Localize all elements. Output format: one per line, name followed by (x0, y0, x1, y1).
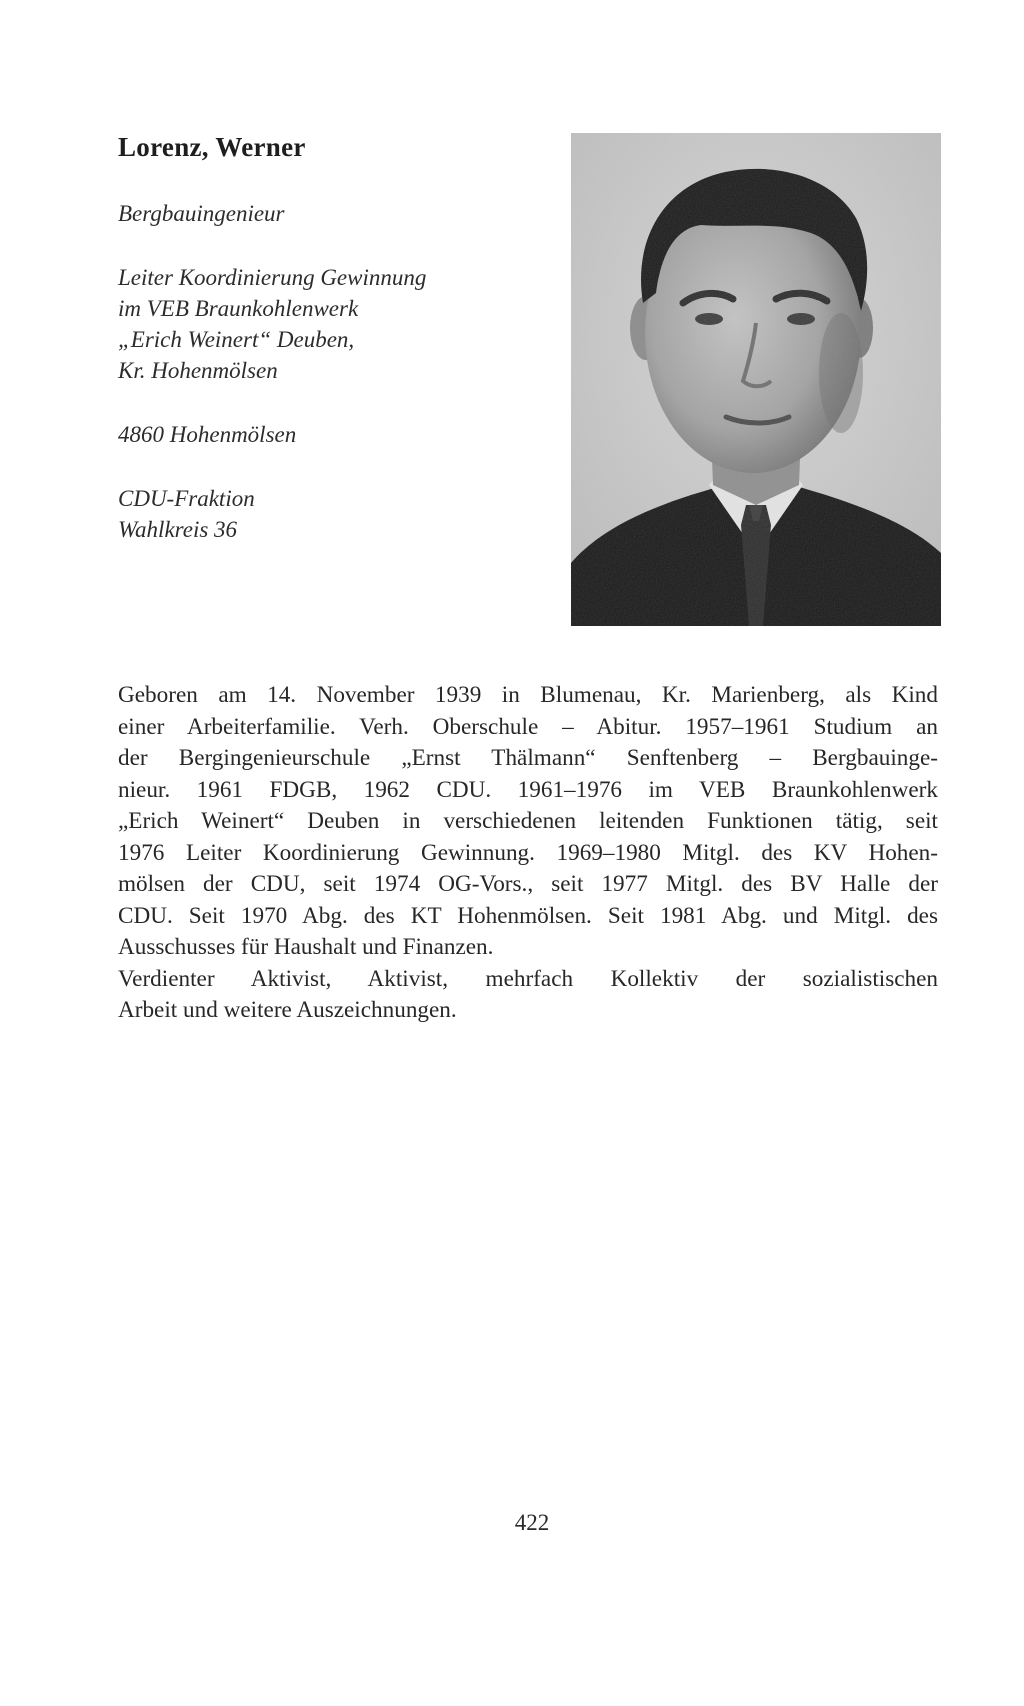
portrait-photo (571, 133, 941, 626)
position-line: Kr. Hohenmölsen (118, 358, 278, 383)
biography-line: mölsen der CDU, seit 1974 OG-Vors., seit 1977 Mitgl. des BV Halle der (118, 871, 938, 897)
position-line: „Erich Weinert“ Deuben, (118, 327, 355, 352)
profession-block (118, 198, 538, 229)
biography-line: Verdienter Aktivist, Aktivist, mehrfach Kollektiv der sozialistischen (118, 965, 938, 992)
address: 4860 Hohenmölsen (118, 422, 297, 447)
biography-line: 1976 Leiter Koordinierung Gewinnung. 1969–1980 Mitgl. des KV Hohen- (118, 839, 938, 866)
page-number: 422 (514, 1510, 550, 1535)
entry-header (118, 198, 538, 578)
faction: CDU-Fraktion (118, 486, 255, 511)
biography-line: Ausschusses für Haushalt und Finanzen. (118, 934, 494, 960)
biography-line: CDU. Seit 1970 Abg. des KT Hohenmölsen. Seit 1981 Abg. und Mitgl. des (118, 902, 938, 929)
profession: Bergbauingenieur (118, 201, 285, 226)
biography-line: „Erich Weinert“ Deuben in verschiedenen leitenden Funktionen tätig, seit (118, 808, 938, 834)
position-line: im VEB Braunkohlenwerk (118, 296, 359, 321)
position-block (118, 262, 538, 386)
biography-line: Geboren am 14. November 1939 in Blumenau, Kr. Marienberg, als Kind (118, 682, 938, 708)
biography (118, 680, 938, 1027)
person-name: Lorenz, Werner (118, 132, 306, 162)
address-block (118, 419, 538, 450)
constituency: Wahlkreis 36 (118, 517, 238, 542)
biography-line: nieur. 1961 FDGB, 1962 CDU. 1961–1976 im VEB Braunkohlenwerk (118, 776, 938, 803)
position-line: Leiter Koordinierung Gewinnung (118, 265, 427, 290)
biography-line: einer Arbeiterfamilie. Verh. Oberschule – Abitur. 1957–1961 Studium an (118, 713, 938, 740)
faction-block (118, 483, 538, 545)
biography-line: Arbeit und weitere Auszeichnungen. (118, 997, 457, 1023)
biography-line: der Bergingenieurschule „Ernst Thälmann“ Senftenberg – Bergbauinge- (118, 745, 938, 771)
